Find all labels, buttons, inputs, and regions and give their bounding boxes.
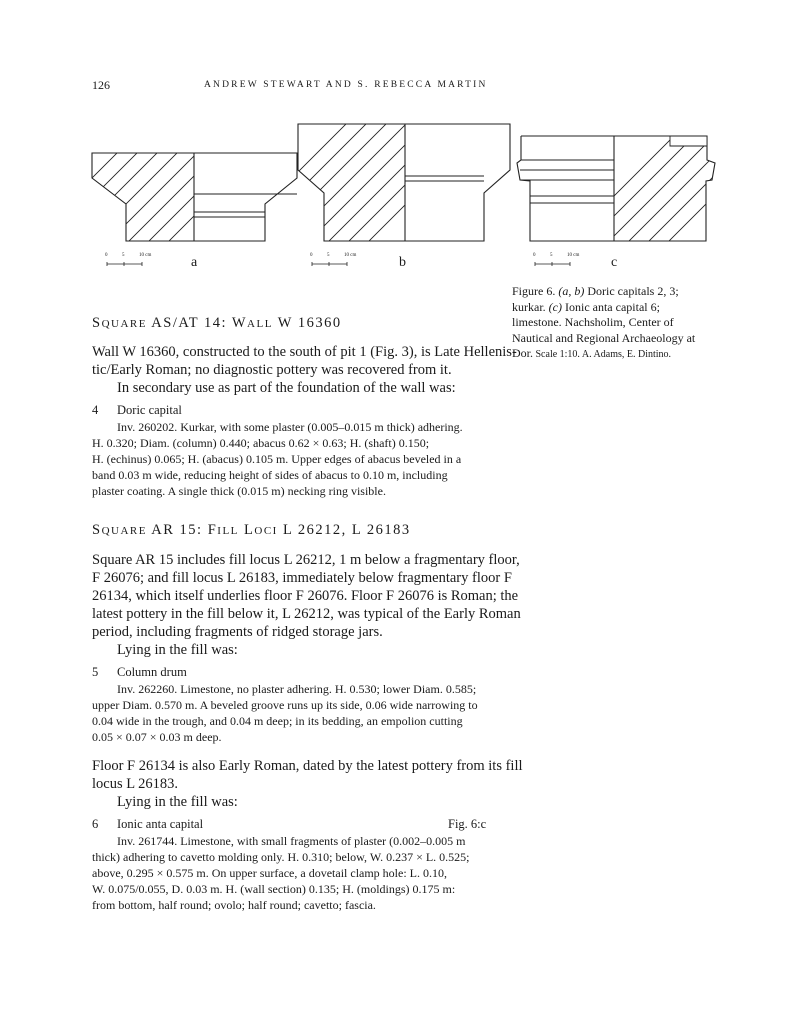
capital-b-drawing — [210, 120, 510, 260]
paragraph-lying-fill: Lying in the fill was: — [117, 642, 238, 658]
capital-c-drawing — [517, 130, 725, 250]
paragraph-ar15-line3: 26134, which itself underlies floor F 26076. Floor F 26076 is Roman; the — [92, 588, 519, 604]
section-heading-square-ar-15: SQUARE AR 15: FILL LOCI L 26212, L 26183 — [92, 522, 411, 538]
paragraph-ar15-line4: latest pottery in the fill below it, L 26212, was typical of the Early Roman — [92, 606, 521, 622]
scale-bar-c — [535, 262, 570, 266]
figure-caption: Figure 6. (a, b) Doric capitals 2, 3; kurkar. (c) Ionic anta capital 6; limestone. Nachsholim, Center of Nautical and Regional Archaeology at Dor. Scale 1:10. A. Adams, E. Dintino. — [512, 284, 696, 360]
scale-b-five: 5 — [327, 253, 330, 258]
paragraph-floor-line2: locus L 26183. — [92, 776, 179, 792]
entry-5-line1: Inv. 262260. Limestone, no plaster adhering. H. 0.530; lower Diam. 0.585; — [117, 682, 477, 696]
scale-c-zero: 0 — [533, 253, 536, 258]
paragraph-ar15-line5: period, including fragments of ridged storage jars. — [92, 624, 383, 640]
running-header-authors: ANDREW STEWART AND S. REBECCA MARTIN — [204, 80, 488, 90]
entry-4-line4: band 0.03 m wide, reducing height of sides of abacus to 0.10 m, including — [92, 468, 448, 482]
entry-4-line3: H. (echinus) 0.065; H. (abacus) 0.105 m. Upper edges of abacus beveled in a — [92, 452, 462, 466]
scale-c-five: 5 — [550, 253, 553, 258]
figure-label-b: b — [399, 255, 406, 270]
section-heading-square-as-at-14: SQUARE AS/AT 14: WALL W 16360 — [92, 315, 342, 331]
entry-4-line5: plaster coating. A single thick (0.015 m) necking ring visible. — [92, 484, 386, 498]
entry-6-line1: Inv. 261744. Limestone, with small fragments of plaster (0.002–0.005 m — [117, 834, 466, 848]
entry-5-title: Column drum — [117, 665, 187, 679]
capital-a-drawing — [85, 130, 297, 250]
figure-label-c: c — [611, 255, 618, 270]
entry-6-line5: from bottom, half round; ovolo; half round; cavetto; fascia. — [92, 898, 376, 912]
scale-bar-a — [107, 262, 142, 266]
entry-4-line2: H. 0.320; Diam. (column) 0.440; abacus 0.62 × 0.63; H. (shaft) 0.150; — [92, 436, 430, 450]
entry-4-number: 4 — [92, 403, 99, 417]
entry-4-line1: Inv. 260202. Kurkar, with some plaster (0.005–0.015 m thick) adhering. — [117, 420, 463, 434]
entry-5-line3: 0.04 wide in the trough, and 0.04 m deep; in its bedding, an empolion cutting — [92, 714, 463, 728]
entry-5-line2: upper Diam. 0.570 m. A beveled groove runs up its side, 0.06 wide narrowing to — [92, 698, 478, 712]
scale-c-ten: 10 cm — [567, 253, 580, 258]
paragraph-wall-line1: Wall W 16360, constructed to the south of pit 1 (Fig. 3), is Late Hellenis- — [92, 344, 517, 360]
scale-a-five: 5 — [122, 253, 125, 258]
entry-5-number: 5 — [92, 665, 99, 679]
paragraph-lying-fill-2: Lying in the fill was: — [117, 794, 238, 810]
scale-b-zero: 0 — [310, 253, 313, 258]
page-number: 126 — [92, 78, 110, 92]
entry-6-line2: thick) adhering to cavetto molding only. H. 0.310; below, W. 0.237 × L. 0.525; — [92, 850, 470, 864]
figure-label-a: a — [191, 255, 198, 270]
paragraph-secondary-use: In secondary use as part of the foundation of the wall was: — [117, 380, 456, 396]
paragraph-ar15-line2: F 26076; and fill locus L 26183, immediately below fragmentary floor F — [92, 570, 512, 586]
entry-6-line3: above, 0.295 × 0.575 m. On upper surface, a dovetail clamp hole: L. 0.10, — [92, 866, 448, 880]
paragraph-wall-line2: tic/Early Roman; no diagnostic pottery was recovered from it. — [92, 362, 452, 378]
paragraph-floor-line1: Floor F 26134 is also Early Roman, dated by the latest pottery from its fill — [92, 758, 523, 774]
entry-6-figure-ref[interactable]: Fig. 6:c — [448, 817, 487, 831]
entry-6-number: 6 — [92, 817, 99, 831]
entry-6-line4: W. 0.075/0.055, D. 0.03 m. H. (wall section) 0.135; H. (moldings) 0.175 m: — [92, 882, 456, 896]
scale-a-ten: 10 cm — [139, 253, 152, 258]
scale-a-zero: 0 — [105, 253, 108, 258]
scale-bar-b — [312, 262, 347, 266]
paragraph-ar15-line1: Square AR 15 includes fill locus L 26212, 1 m below a fragmentary floor, — [92, 552, 520, 568]
scale-b-ten: 10 cm — [344, 253, 357, 258]
entry-6-title: Ionic anta capital — [117, 817, 204, 831]
entry-4-title: Doric capital — [117, 403, 182, 417]
entry-5-line4: 0.05 × 0.07 × 0.03 m deep. — [92, 730, 222, 744]
